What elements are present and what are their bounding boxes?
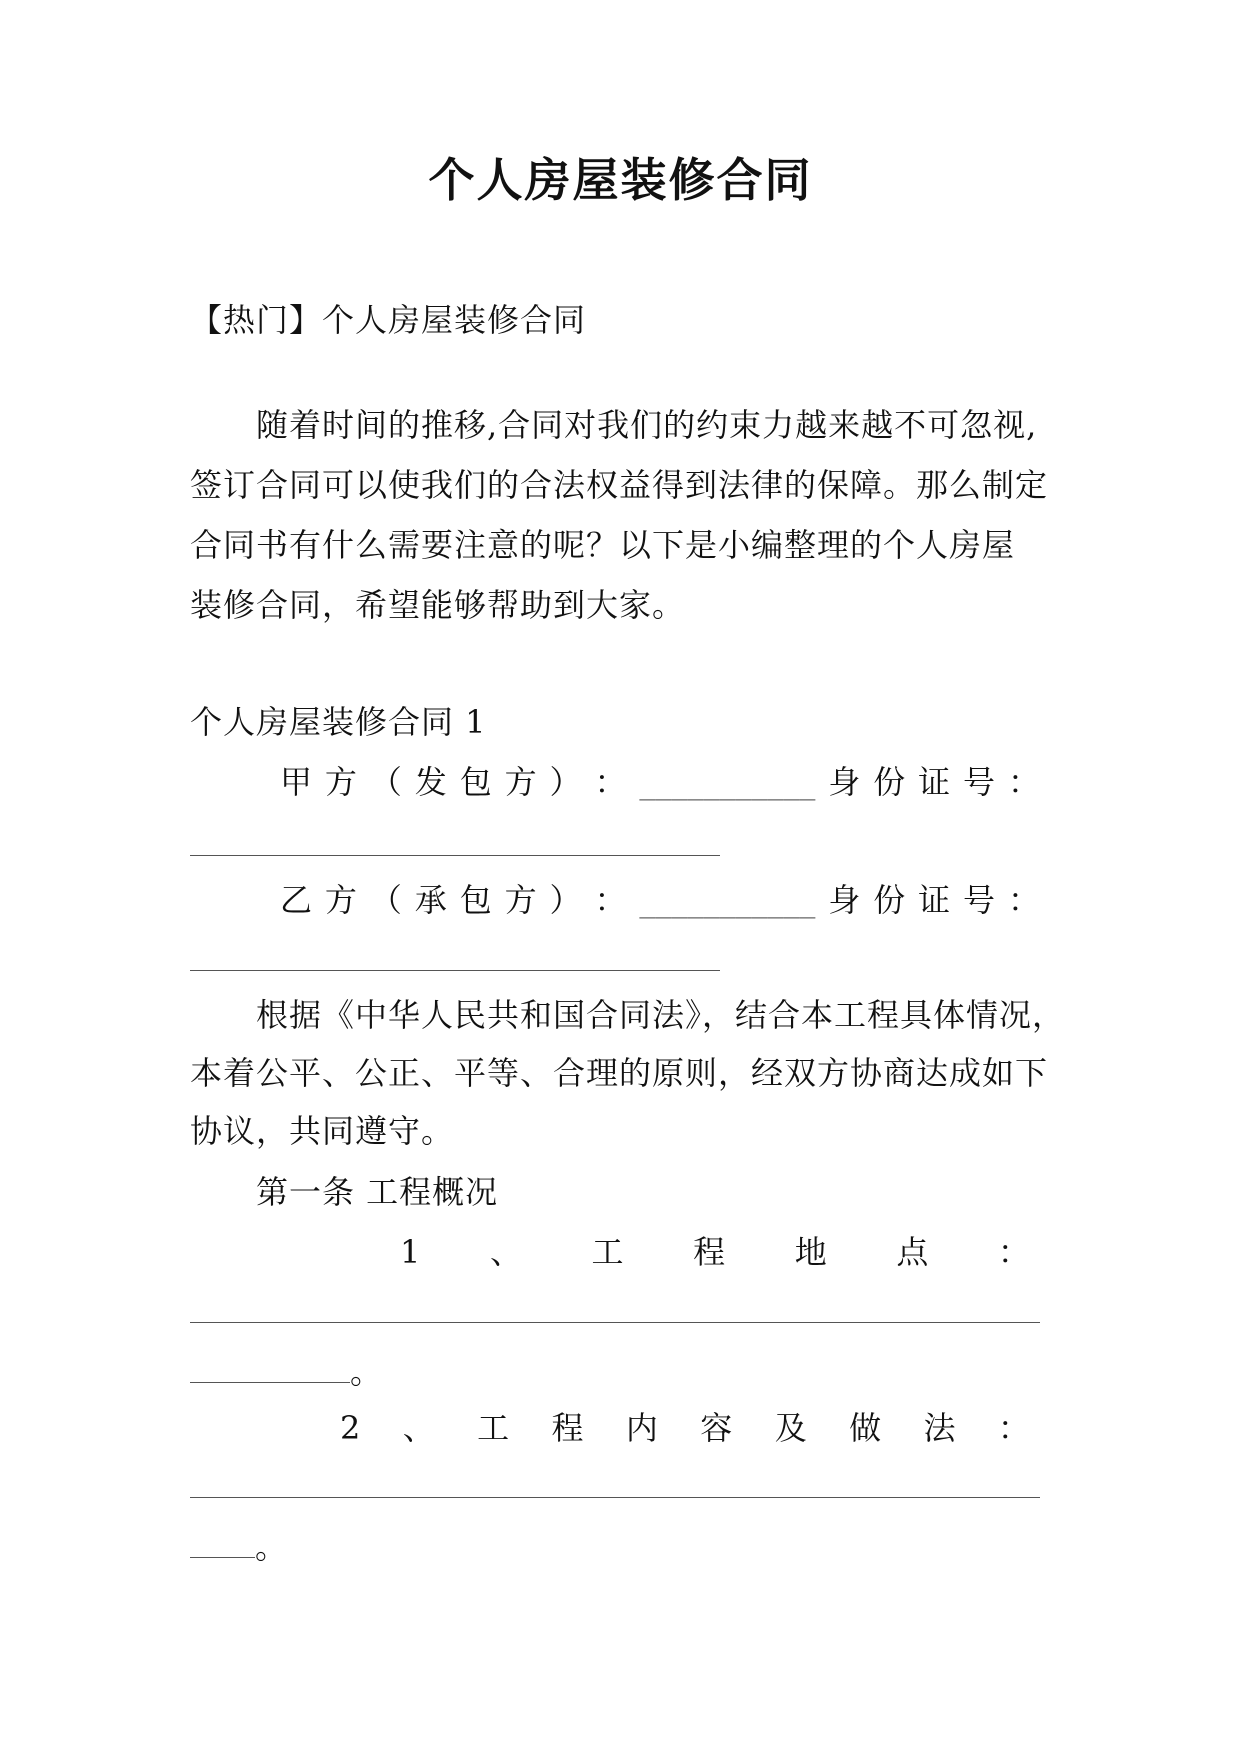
item-1-char: 工 [591, 1233, 624, 1271]
item-2-char: ： [997, 1409, 1030, 1447]
party-b-char: 份 [873, 881, 906, 919]
item-2-char: 法 [923, 1409, 956, 1447]
party-a-char: 甲 [280, 763, 313, 801]
item-2-char: 2 [340, 1409, 361, 1447]
item-2-blank-line-1 [190, 1497, 1040, 1498]
item-2-char: 及 [774, 1409, 807, 1447]
item-1-blank-end [190, 1352, 382, 1392]
item-1-char: 、 [489, 1233, 522, 1271]
party-b-line [280, 880, 1040, 920]
party-a-char: 方 [504, 763, 537, 801]
item-1-char: ： [997, 1233, 1030, 1271]
party-a-char: ： [594, 763, 627, 801]
party-a-char: 发 [414, 763, 447, 801]
item-1-blank-line-2 [190, 1356, 350, 1383]
party-a-char: 方 [324, 763, 357, 801]
party-b-char: 方 [324, 881, 357, 919]
item-2-char: 工 [477, 1409, 510, 1447]
item-1-period: 。 [350, 1353, 383, 1391]
intro-line-1: 随着时间的推移,合同对我们的约束力越来越不可忽视, [256, 406, 1038, 444]
subtitle: 【热门】个人房屋装修合同 [190, 301, 587, 339]
party-b-char: 号 [963, 881, 996, 919]
party-a-char: 号 [963, 763, 996, 801]
item-2-line [340, 1408, 1030, 1448]
intro-line-4: 装修合同，希望能够帮助到大家。 [190, 586, 686, 624]
item-2-char: 程 [551, 1409, 584, 1447]
party-a-char: 包 [459, 763, 492, 801]
item-1-line [400, 1232, 1030, 1272]
item-2-char: 内 [625, 1409, 658, 1447]
item-2-char: 、 [402, 1409, 435, 1447]
contract-heading: 个人房屋装修合同 1 [190, 703, 487, 741]
party-b-char: 身 [828, 881, 861, 919]
item-2-char: 做 [849, 1409, 882, 1447]
item-2-char: 容 [700, 1409, 733, 1447]
party-b-char: 方 [504, 881, 537, 919]
party-b-char: ： [1007, 881, 1040, 919]
party-b-char: ： [594, 881, 627, 919]
basis-line-2: 本着公平、公正、平等、合理的原则，经双方协商达成如下 [190, 1054, 1049, 1092]
party-b-char: （ [369, 881, 402, 919]
party-a-name-blank: ___________ [639, 763, 816, 801]
party-b-id-blank [190, 970, 720, 971]
item-1-char: 点 [896, 1233, 929, 1271]
item-1-char: 地 [794, 1233, 827, 1271]
item-2-blank-line-2 [190, 1531, 255, 1558]
intro-line-2: 签订合同可以使我们的合法权益得到法律的保障。那么制定 [190, 466, 1049, 504]
party-a-char: 证 [918, 763, 951, 801]
party-b-char: 证 [918, 881, 951, 919]
item-1-char: 1 [400, 1233, 421, 1271]
article-1-heading: 第一条 工程概况 [256, 1173, 499, 1211]
party-b-char: ） [549, 881, 582, 919]
item-1-blank-line-1 [190, 1322, 1040, 1323]
item-2-blank-end [190, 1527, 287, 1567]
item-1-char: 程 [693, 1233, 726, 1271]
basis-line-3: 协议，共同遵守。 [190, 1112, 455, 1150]
party-a-char: 份 [873, 763, 906, 801]
intro-line-3: 合同书有什么需要注意的呢？以下是小编整理的个人房屋 [190, 526, 1016, 564]
party-b-name-blank: ___________ [639, 881, 816, 919]
party-a-char: 身 [828, 763, 861, 801]
party-a-line [280, 762, 1040, 802]
party-b-char: 包 [459, 881, 492, 919]
party-b-char: 乙 [280, 881, 313, 919]
party-a-char: ） [549, 763, 582, 801]
party-b-char: 承 [414, 881, 447, 919]
item-2-period: 。 [255, 1528, 288, 1566]
party-a-char: （ [369, 763, 402, 801]
party-a-id-blank [190, 855, 720, 856]
basis-line-1: 根据《中华人民共和国合同法》，结合本工程具体情况， [256, 996, 1066, 1034]
document-title: 个人房屋装修合同 [428, 153, 813, 207]
party-a-char: ： [1007, 763, 1040, 801]
